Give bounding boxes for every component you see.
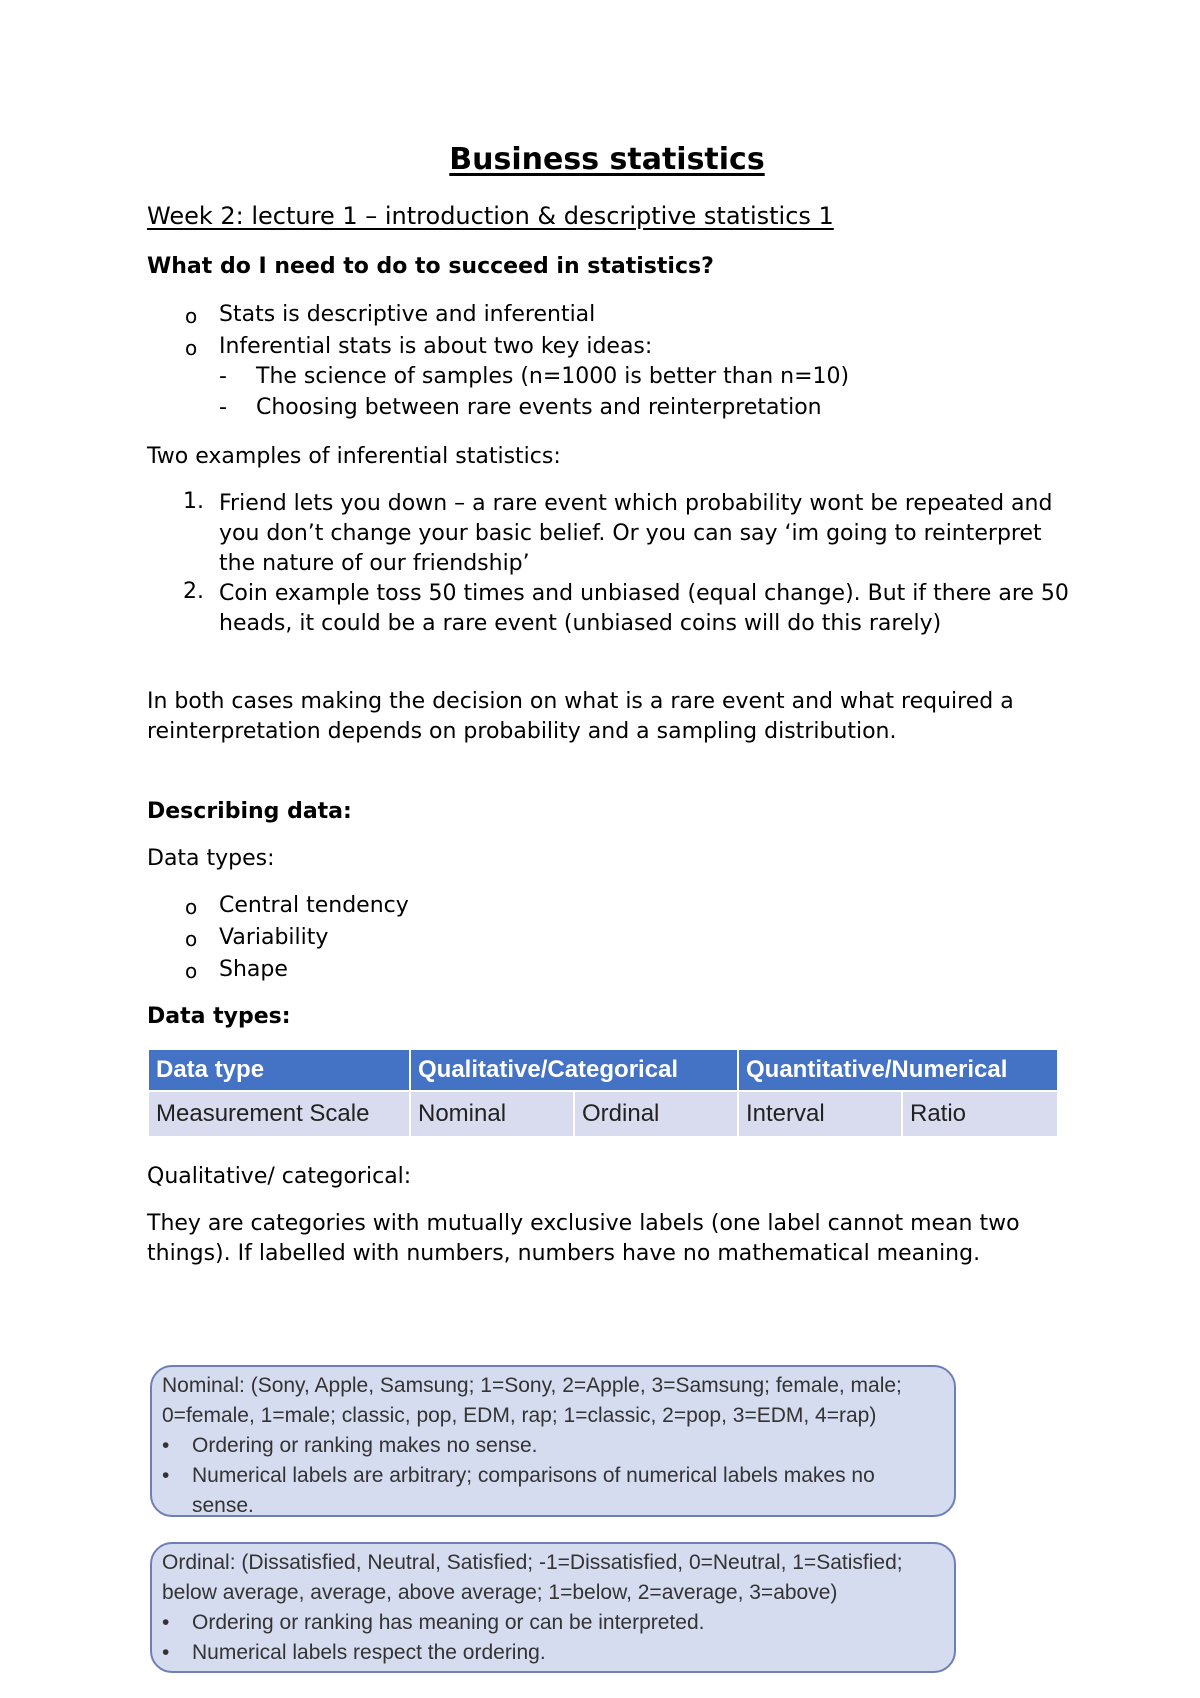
list-item: Coin example toss 50 times and unbiased (equal change). But if there are 50 heads, it could be a rare event (unbiased coins will do this rarely): [219, 581, 1069, 636]
table-cell: Ratio: [902, 1091, 1058, 1137]
dash-marker: -: [219, 364, 227, 389]
list-number: 2.: [183, 579, 204, 604]
paragraph-qualitative: They are categories with mutually exclusive labels (one label cannot mean two things). If labelled with numbers, numbers have no mathematical meaning.: [147, 1211, 1020, 1266]
box-bullet: [162, 1638, 954, 1668]
bullet-marker: o: [185, 304, 198, 328]
table-header-cell: Quantitative/Numerical: [738, 1049, 1058, 1091]
table-cell: Ordinal: [574, 1091, 738, 1137]
list-item: Inferential stats is about two key ideas:: [219, 334, 653, 359]
nominal-info-box: [150, 1365, 956, 1517]
section-heading-describing: Describing data:: [147, 799, 352, 824]
section-heading-data-types: Data types:: [147, 1004, 291, 1029]
list-item: Variability: [219, 925, 329, 950]
table-header-cell: Qualitative/Categorical: [410, 1049, 738, 1091]
list-item: Choosing between rare events and reinterpretation: [256, 395, 822, 420]
box-bullet-text: Ordering or ranking has meaning or can be interpreted.: [192, 1611, 705, 1634]
bullet-dot-icon: •: [162, 1434, 170, 1457]
bullet-dot-icon: •: [162, 1641, 170, 1664]
box-line: below average, average, above average; 1=below, 2=average, 3=above): [162, 1581, 838, 1604]
box-bullet: [162, 1431, 954, 1461]
list-item: Shape: [219, 957, 288, 982]
table-cell: Measurement Scale: [148, 1091, 410, 1137]
ordinal-info-box: [150, 1542, 956, 1673]
bullet-marker: o: [185, 927, 198, 951]
document-title: Business statistics: [449, 142, 765, 177]
dash-marker: -: [219, 395, 227, 420]
bullet-marker: o: [185, 959, 198, 983]
bullet-dot-icon: •: [162, 1464, 170, 1487]
bullet-marker: o: [185, 336, 198, 360]
table-header-row: [148, 1049, 1058, 1091]
box-bullet: [162, 1608, 954, 1638]
data-types-table: [147, 1048, 1059, 1138]
lecture-subtitle: Week 2: lecture 1 – introduction & descriptive statistics 1: [147, 202, 834, 230]
paragraph-both-cases: In both cases making the decision on what is a rare event and what required a reinterpretation depends on probability and a sampling distribution.: [147, 689, 1014, 744]
list-number: 1.: [183, 489, 204, 514]
box-bullet-text: Numerical labels are arbitrary; comparisons of numerical labels makes no sense.: [192, 1464, 875, 1517]
bullet-dot-icon: •: [162, 1611, 170, 1634]
data-types-label: Data types:: [147, 846, 275, 871]
examples-heading: Two examples of inferential statistics:: [147, 444, 561, 469]
box-line: 0=female, 1=male; classic, pop, EDM, rap; 1=classic, 2=pop, 3=EDM, 4=rap): [162, 1404, 877, 1427]
box-line: Nominal: (Sony, Apple, Samsung; 1=Sony, 2=Apple, 3=Samsung; female, male;: [162, 1374, 902, 1397]
table-cell: Nominal: [410, 1091, 574, 1137]
qualitative-label: Qualitative/ categorical:: [147, 1164, 412, 1189]
table-header-cell: Data type: [148, 1049, 410, 1091]
list-item: Stats is descriptive and inferential: [219, 302, 596, 327]
box-bullet-text: Numerical labels respect the ordering.: [192, 1641, 546, 1664]
box-bullet: [162, 1461, 954, 1517]
bullet-marker: o: [185, 895, 198, 919]
list-item: Central tendency: [219, 893, 409, 918]
list-item: Friend lets you down – a rare event which probability wont be repeated and you don’t change your basic belief. Or you can say ‘im going to reinterpret the nature of our friendship’: [219, 491, 1053, 576]
section-heading-succeed: What do I need to do to succeed in statistics?: [147, 254, 714, 279]
box-line: Ordinal: (Dissatisfied, Neutral, Satisfied; -1=Dissatisfied, 0=Neutral, 1=Satisfied;: [162, 1551, 903, 1574]
box-bullet-text: Ordering or ranking makes no sense.: [192, 1434, 538, 1457]
list-item: The science of samples (n=1000 is better than n=10): [256, 364, 850, 389]
table-row: [148, 1091, 1058, 1137]
table-cell: Interval: [738, 1091, 902, 1137]
